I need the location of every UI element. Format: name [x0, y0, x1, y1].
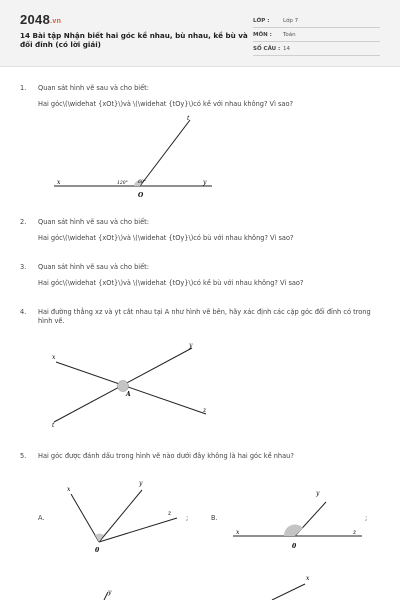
- label-y: y: [108, 589, 112, 596]
- question-subtext: Hai góc\(\widehat {xOt}\)và \(\widehat {tOy}\)có kề bù với nhau không? Vì sao?: [38, 279, 304, 287]
- logo-main: 2048: [20, 12, 51, 27]
- label-x: x: [57, 179, 61, 186]
- label-x: x: [52, 354, 56, 361]
- figure-5a: [67, 480, 177, 554]
- ray-ox: [71, 494, 99, 542]
- document-title: 14 Bài tập Nhận biết hai góc kề nhau, bù nhau, kề bù và đối đỉnh (có lời giải): [20, 31, 248, 49]
- question-subtext: Hai góc\(\widehat {xOt}\)và \(\widehat {tOy}\)có kề với nhau không? Vì sao?: [38, 100, 294, 108]
- label-angle-right: 60°: [138, 180, 146, 185]
- label-y: y: [189, 342, 193, 349]
- ray-oz: [99, 518, 177, 542]
- label-z: z: [203, 407, 207, 414]
- question-text: Quan sát hình vẽ sau và cho biết:: [38, 263, 149, 271]
- meta-count-key: SỐ CÂU :: [253, 46, 281, 52]
- question-text: Hai góc được đánh dấu trong hình vẽ nào dưới đây không là hai góc kề nhau?: [38, 452, 294, 460]
- label-x: x: [236, 529, 240, 536]
- label-y: y: [203, 179, 207, 186]
- question-text: Quan sát hình vẽ sau và cho biết:: [38, 218, 149, 226]
- label-t: t: [187, 115, 190, 122]
- figure-5b: [233, 490, 362, 550]
- option-b-label: B.: [211, 514, 218, 522]
- question-number: 1.: [20, 84, 27, 92]
- question-number: 4.: [20, 308, 27, 316]
- option-a-separator: ;: [186, 514, 189, 522]
- logo-suffix: .vn: [50, 18, 62, 25]
- label-z: z: [168, 510, 172, 517]
- angle-arc: [284, 525, 303, 536]
- ray-oy: [99, 490, 142, 542]
- question-subtext: Hai góc\(\widehat {xOt}\)và \(\widehat {tOy}\)có bù với nhau không? Vì sao?: [38, 234, 294, 242]
- label-a: A: [126, 391, 131, 398]
- meta-count-value: 14: [283, 46, 290, 52]
- question-number: 5.: [20, 452, 27, 460]
- label-x: x: [306, 575, 310, 582]
- question-text: Quan sát hình vẽ sau và cho biết:: [38, 84, 149, 92]
- meta-subject-key: MÔN :: [253, 32, 272, 38]
- option-a-label: A.: [38, 514, 45, 522]
- label-angle-left: 120°: [117, 181, 128, 186]
- label-o: O: [138, 192, 144, 199]
- option-b-separator: ;: [365, 514, 368, 522]
- question-text: Hai đường thẳng xz và yt cắt nhau tại A như hình vẽ bên, hãy xác định các cặp góc đối đỉnh có trong hình vẽ.: [38, 308, 371, 325]
- label-y: y: [139, 480, 143, 487]
- question-number: 3.: [20, 263, 27, 271]
- figure-5d: [272, 575, 310, 600]
- meta-class-value: Lớp 7: [283, 18, 299, 24]
- meta-subject-value: Toán: [283, 32, 296, 38]
- ray-partial: [272, 584, 305, 600]
- label-o: 0: [292, 543, 297, 550]
- label-t: t: [52, 422, 55, 429]
- label-z: z: [353, 529, 357, 536]
- meta-class-key: LỚP :: [253, 18, 270, 24]
- label-x: x: [67, 486, 71, 493]
- label-y: y: [316, 490, 320, 497]
- label-o: 0: [95, 547, 100, 554]
- question-number: 2.: [20, 218, 27, 226]
- figure-5c: [104, 589, 112, 600]
